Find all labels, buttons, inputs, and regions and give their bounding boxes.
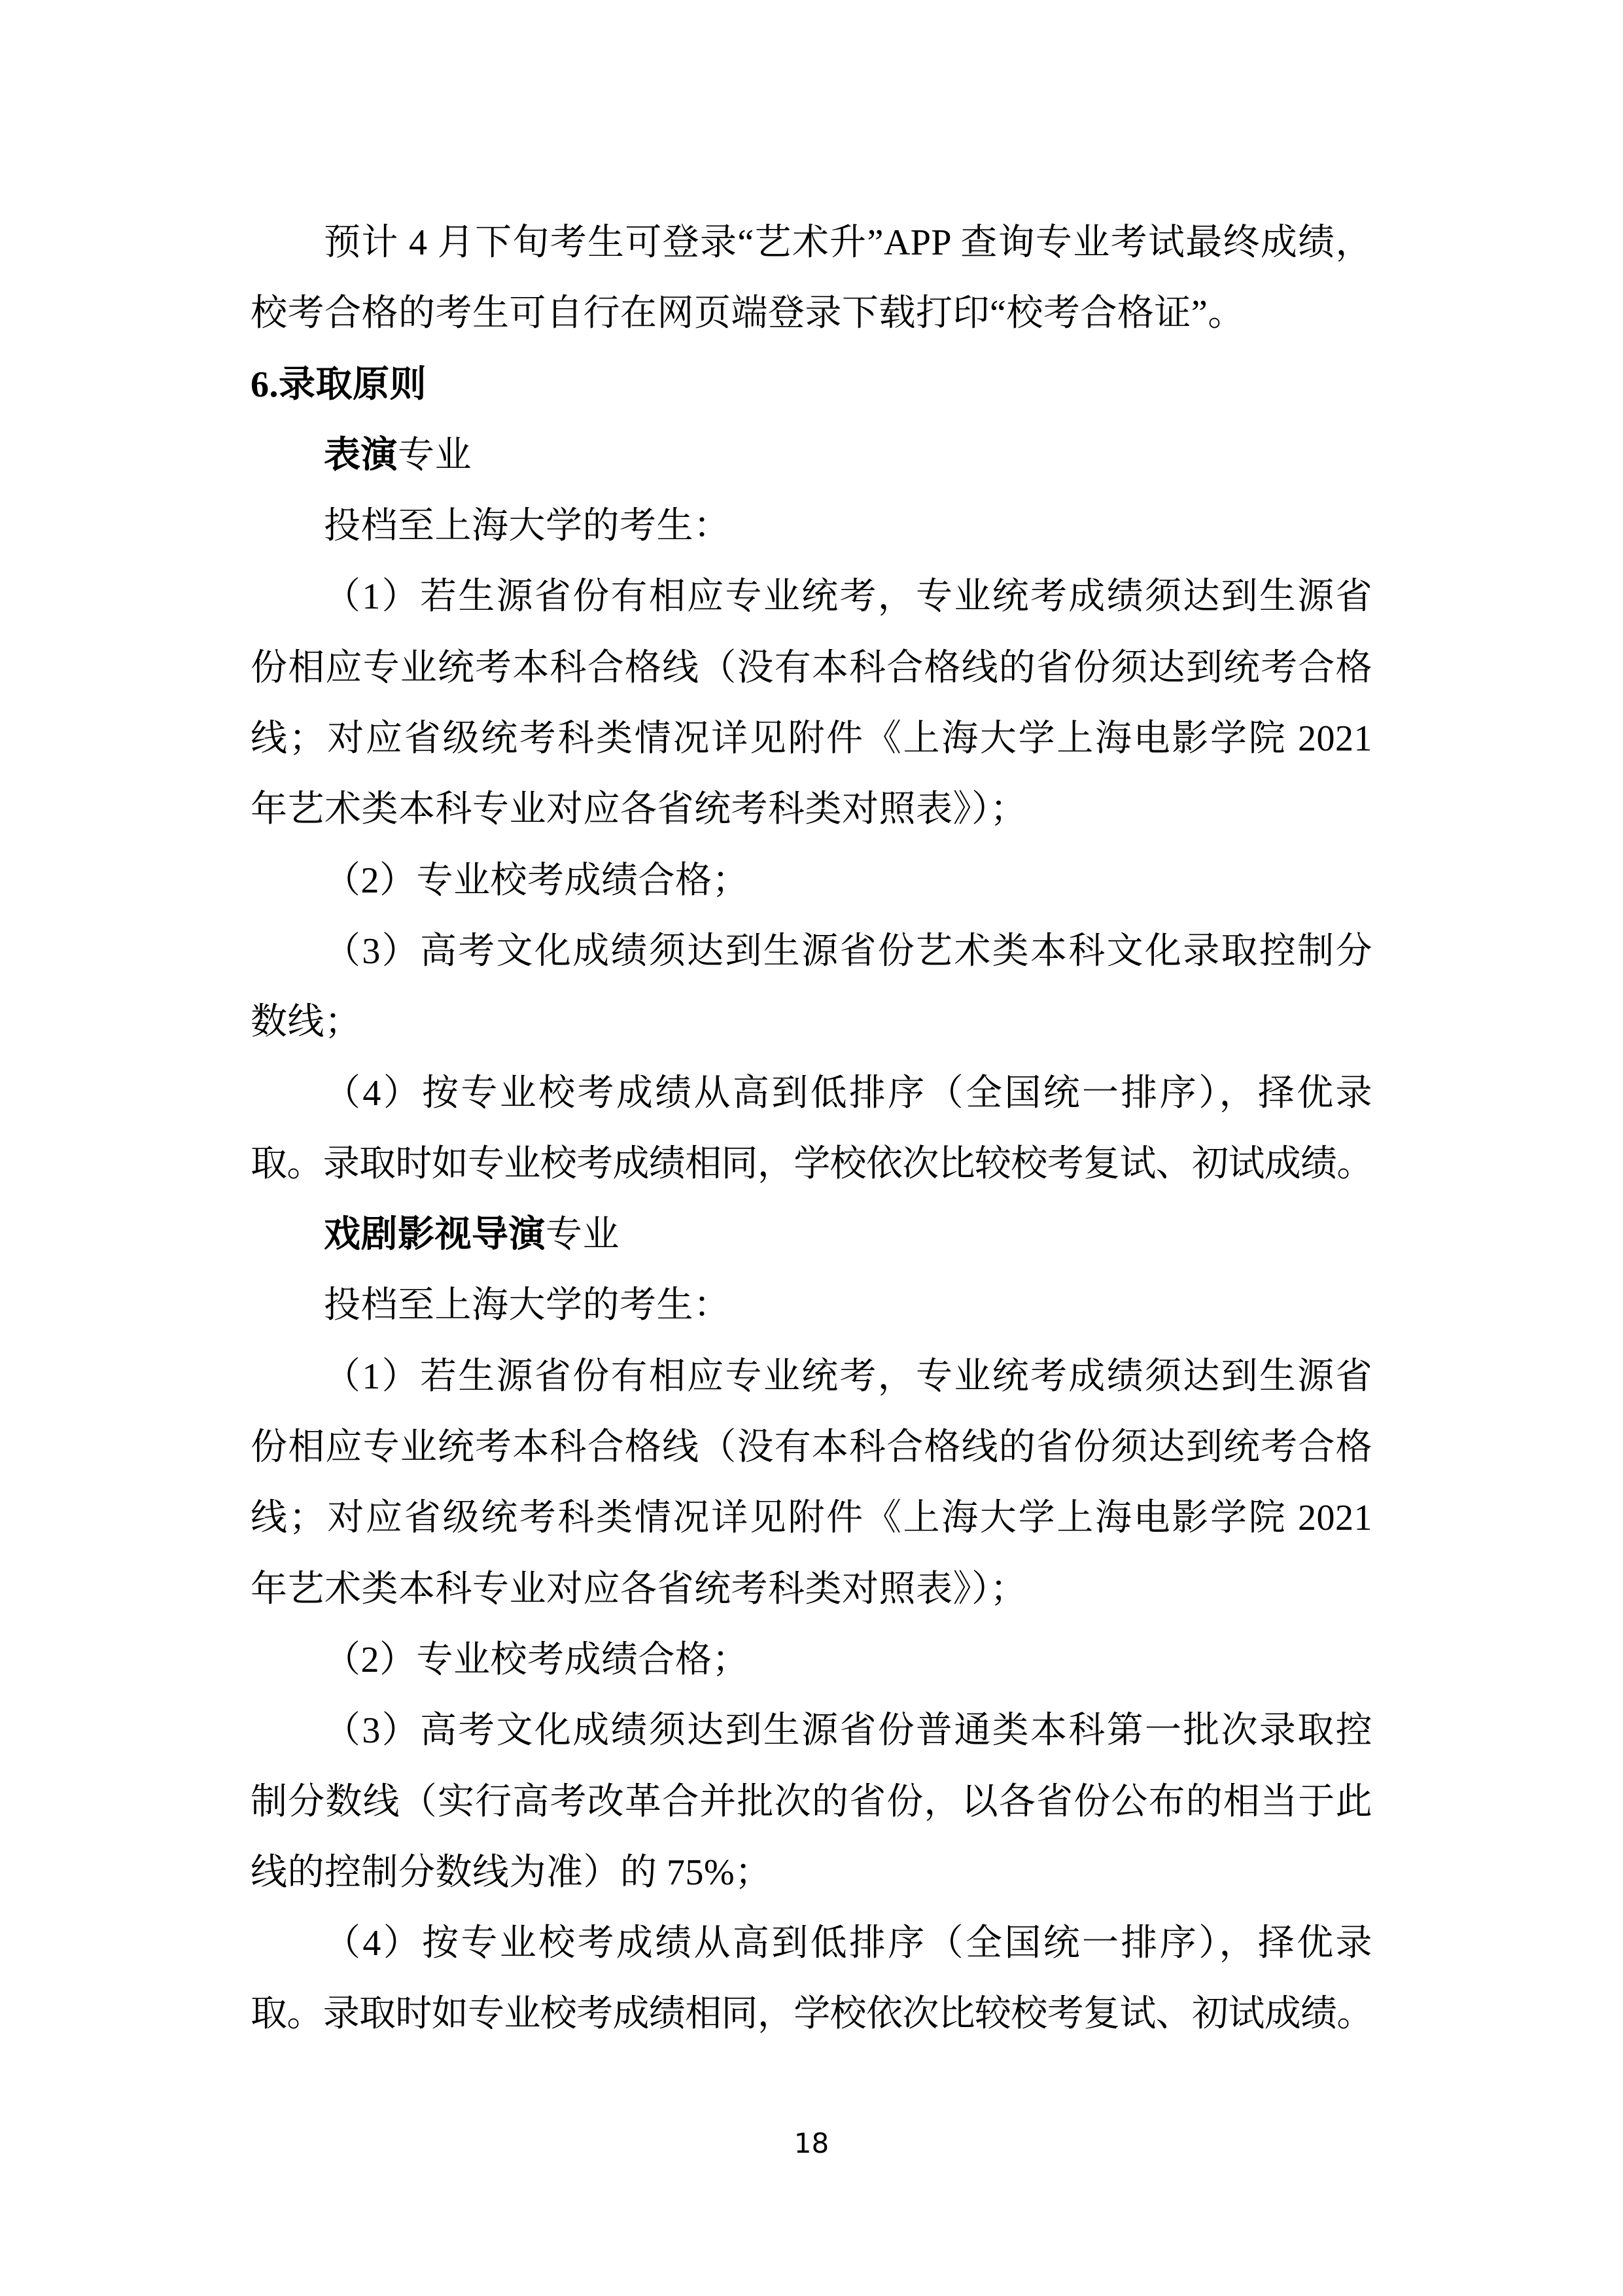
text-line: 数线； (251, 1002, 362, 1043)
text-line: 线；对应省级统考科类情况详见附件《上海大学上海电影学院 2021 (251, 1498, 1372, 1539)
subheading-bold-part: 表演 (324, 434, 398, 476)
text-line: （4）按专业校考成绩从高到低排序（全国统一排序），择优录 (324, 1072, 1372, 1114)
document-body (251, 207, 1372, 2050)
text-line: 份相应专业统考本科合格线（没有本科合格线的省份须达到统考合格 (251, 647, 1372, 688)
subheading-line: 戏剧影视导演专业 (324, 1214, 620, 1256)
text-line: 取。录取时如专业校考成绩相同，学校依次比较校考复试、初试成绩。 (251, 1994, 1372, 2035)
text-line: （2）专业校考成绩合格； (324, 1639, 749, 1680)
text-line: 线的控制分数线为准）的 75%； (251, 1852, 772, 1893)
text-line: （3）高考文化成绩须达到生源省份艺术类本科文化录取控制分 (324, 930, 1372, 972)
subheading-bold-part: 戏剧影视导演 (324, 1214, 546, 1256)
text-line: 年艺术类本科专业对应各省统考科类对照表》）； (251, 789, 1027, 830)
text-line: （1）若生源省份有相应专业统考，专业统考成绩须达到生源省 (324, 1356, 1372, 1397)
subheading-line: 表演专业 (324, 434, 472, 476)
text-line: 年艺术类本科专业对应各省统考科类对照表》）； (251, 1568, 1027, 1610)
text-line: （1）若生源省份有相应专业统考，专业统考成绩须达到生源省 (324, 576, 1372, 618)
text-line: 预计 4 月下旬考生可登录“艺术升”APP 查询专业考试最终成绩， (324, 222, 1372, 263)
text-line: （4）按专业校考成绩从高到低排序（全国统一排序），择优录 (324, 1923, 1372, 1964)
section-heading-line: 6.录取原则 (251, 364, 427, 405)
text-line: 校考合格的考生可自行在网页端登录下载打印“校考合格证”。 (251, 293, 1245, 334)
text-line: （2）专业校考成绩合格； (324, 860, 749, 901)
page-number: 18 (794, 2127, 829, 2159)
text-line: （3）高考文化成绩须达到生源省份普通类本科第一批次录取控 (324, 1710, 1372, 1752)
text-line: 制分数线（实行高考改革合并批次的省份，以各省份公布的相当于此 (251, 1781, 1372, 1822)
text-line: 取。录取时如专业校考成绩相同，学校依次比较校考复试、初试成绩。 (251, 1143, 1372, 1184)
text-line: 投档至上海大学的考生： (324, 506, 731, 547)
text-line: 线；对应省级统考科类情况详见附件《上海大学上海电影学院 2021 (251, 718, 1372, 760)
text-line: 投档至上海大学的考生： (324, 1285, 731, 1326)
text-line: 份相应专业统考本科合格线（没有本科合格线的省份须达到统考合格 (251, 1427, 1372, 1468)
